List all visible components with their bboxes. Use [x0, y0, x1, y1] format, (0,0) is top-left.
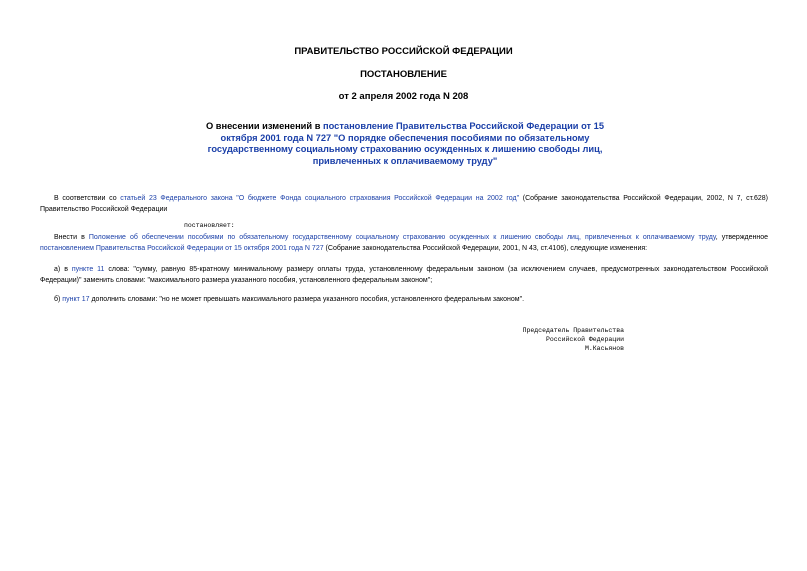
date-number-heading: от 2 апреля 2002 года N 208: [338, 91, 469, 102]
signature-organization: Российской Федерации: [545, 336, 624, 343]
item-a-suffix: слова: "сумму, равную 85-кратному минимальному размеру оплаты труда, установленному федеральным законом (за исключением случаев, предусмотренных законодательством Российской Федерации)" заменить словами: "максимального размера указанного пособия, установленного федеральным законом";: [40, 266, 769, 284]
document-title: [205, 121, 605, 167]
regulation-link[interactable]: Положение об обеспечении пособиями по обязательному государственному социальному страхованию осужденных к лишению свободы лиц, привлеченных к оплачиваемому труду: [88, 234, 716, 241]
title-amended-act-link[interactable]: постановление Правительства Российской Федерации от 15 октября 2001 года N 727 "О порядке обеспечения пособиями по обязательному государственному социальному страхованию осужденных к лишению свободы лиц, привлеченных к оплачиваемому труду": [207, 121, 605, 166]
paragraph-amend: [40, 233, 768, 254]
paragraph-item-a: [40, 265, 768, 286]
amend-suffix: (Собрание законодательства Российской Федерации, 2001, N 43, ст.4106), следующие изменения:: [323, 244, 648, 252]
authority-heading: ПРАВИТЕЛЬСТВО РОССИЙСКОЙ ФЕДЕРАЦИИ: [294, 46, 513, 57]
resolution-727-link[interactable]: постановлением Правительства Российской Федерации от 15 октября 2001 года N 727: [40, 244, 324, 252]
signature-block: [500, 326, 624, 353]
federal-law-article-link[interactable]: статьей 23 Федерального закона "О бюджете Фонда социального страхования Российской Федерации на 2002 год": [120, 195, 520, 202]
paragraph-item-b: [40, 295, 768, 306]
clause-11-link[interactable]: пункте 11: [71, 266, 105, 273]
clause-17-link[interactable]: пункт 17: [62, 296, 90, 303]
decree-word: постановляет:: [184, 222, 235, 229]
item-a-prefix: а) в: [54, 266, 72, 273]
title-prefix: О внесении изменений в: [205, 121, 323, 131]
basis-suffix: (Собрание законодательства Российской Федерации, 2002, N 7, ст.628) Правительство Российской Федерации: [40, 195, 768, 213]
amend-prefix: Внести в: [54, 234, 89, 241]
item-b-suffix: дополнить словами: "но не может превышать максимального размера указанного пособия, установленного федеральным законом".: [89, 296, 525, 303]
signature-name: М.Касьянов: [584, 345, 624, 352]
document-type-heading: ПОСТАНОВЛЕНИЕ: [360, 69, 447, 80]
basis-prefix: В соответствии со: [54, 195, 121, 202]
amend-mid: , утвержденное: [715, 234, 769, 241]
paragraph-basis: [40, 194, 768, 215]
item-b-prefix: б): [54, 296, 63, 303]
signature-position: Председатель Правительства: [522, 327, 624, 334]
